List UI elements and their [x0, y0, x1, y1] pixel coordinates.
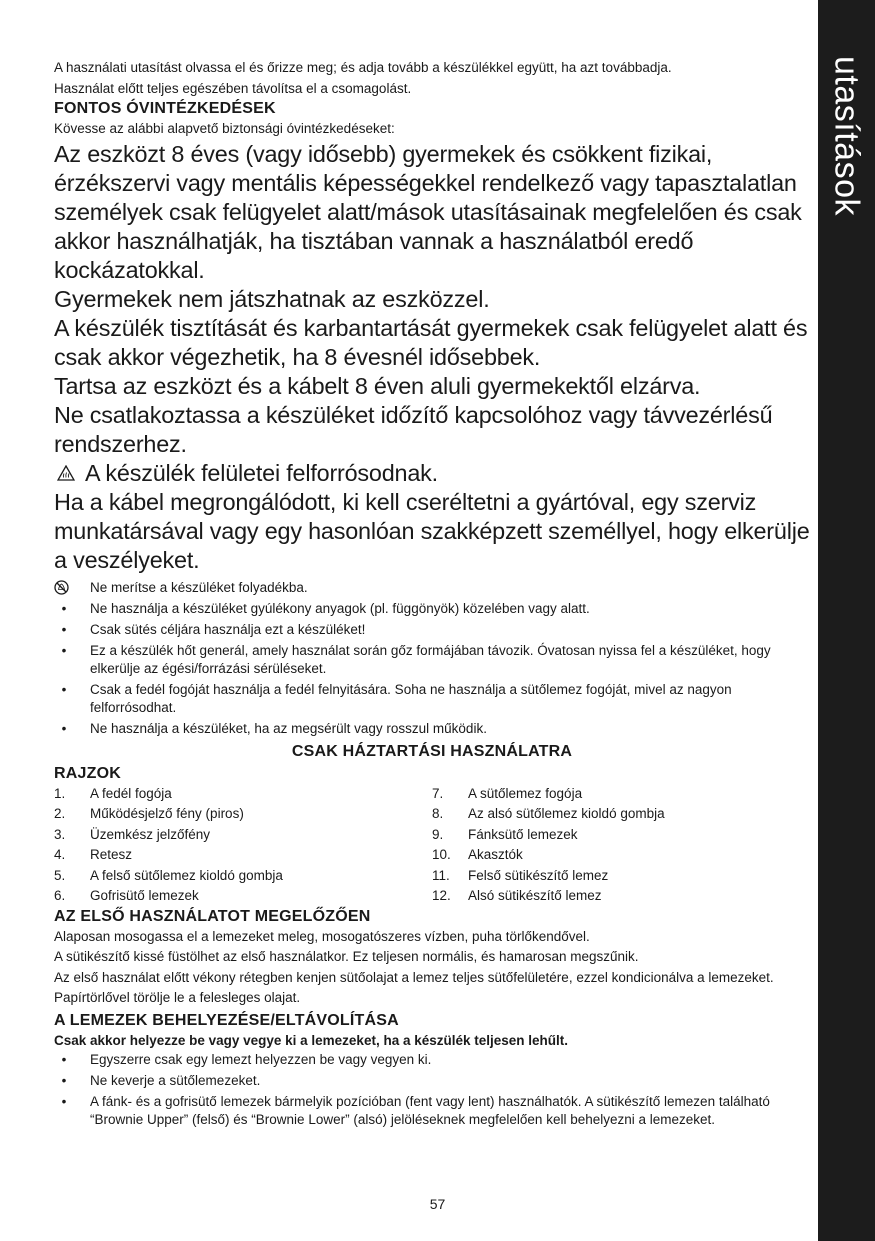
- list-item-text: Ne használja a készüléket, ha az megsérült vagy rosszul működik.: [90, 720, 487, 736]
- household-use-heading: CSAK HÁZTARTÁSI HASZNÁLATRA: [291, 742, 573, 760]
- list-item: 11. Felső sütikészítő lemez: [432, 867, 609, 883]
- safety-heading: FONTOS ÓVINTÉZKEDÉSEK: [54, 100, 276, 117]
- list-item: 12. Alsó sütikészítő lemez: [432, 888, 602, 903]
- list-item: 3. Üzemkész jelzőfény: [54, 826, 211, 842]
- safety-paragraph: Gyermekek nem játszhatnak az eszközzel.: [54, 285, 490, 312]
- list-item-text: A fánk- és a gofrisütő lemezek bármelyik pozícióban (fent vagy lent) használhatók. A sütikészítő lemezen található “Brownie Upper” (felső) és “Brownie Lower” (alsó) jelöléseknek megfelelően kell behelyezni a lemezeket.: [90, 1093, 770, 1127]
- list-item: • Ne keverje a sütőlemezeket.: [61, 1072, 261, 1088]
- list-item: [54, 579, 810, 597]
- safety-paragraph: Ha a kábel megrongálódott, ki kell cseréltetni a gyártóval, egy szerviz munkatársával vagy egy hasonlóan szakképzett személlyel, hogy elkerülje a veszélyeket.: [54, 488, 810, 573]
- list-item: 8. Az alsó sütőlemez kioldó gombja: [432, 806, 665, 821]
- safety-paragraph: Tartsa az eszközt és a kábelt 8 éven aluli gyermekektől elzárva.: [54, 372, 701, 399]
- list-item-text: Ne merítse a készüléket folyadékba.: [90, 579, 308, 595]
- safety-paragraph: Az eszközt 8 éves (vagy idősebb) gyermekek és csökkent fizikai, érzékszervi vagy mentális képességekkel rendelkező vagy tapasztalatlan személyek csak felügyelet alatt/mások utasításainak megfelelően és csak akkor használhatják, ha tisztában vannak a használatból eredő kockázatokkal.: [54, 140, 802, 283]
- list-item: • Csak sütés céljára használja ezt a készüléket!: [61, 621, 366, 637]
- list-item: • Csak a fedél fogóját használja a fedél felnyitására. Soha ne használja a sütőlemez fogóját, mivel az nagyon felforrósodhat.: [61, 681, 732, 715]
- first-use-paragraph: Az első használat előtt vékony rétegben kenjen sütőolajat a lemez teljes sütőfelületére, ezzel kondicionálva a lemezeket. Papírtörlővel törölje le a felesleges olajat.: [54, 969, 774, 1005]
- hot-surface-text: A készülék felületei felforrósodnak.: [85, 459, 438, 486]
- safety-bullet-list: [54, 579, 810, 738]
- list-item: • Ne használja a készüléket, ha az megsérült vagy rosszul működik.: [61, 720, 487, 736]
- list-item-text: Egyszerre csak egy lemezt helyezzen be vagy vegyen ki.: [90, 1051, 432, 1067]
- page-content: [54, 58, 810, 1132]
- parts-list: [54, 784, 810, 907]
- list-item: 6. Gofrisütő lemezek: [54, 888, 199, 903]
- plates-bullet-list: [54, 1051, 810, 1129]
- safety-paragraph: Ne csatlakoztassa a készüléket időzítő kapcsolóhoz vagy távvezérlésű rendszerhez.: [54, 401, 773, 457]
- no-immersion-icon: [54, 580, 69, 595]
- parts-column-right: [432, 784, 810, 907]
- safety-paragraph: A készülék tisztítását és karbantartását gyermekek csak felügyelet alatt és csak akkor végezhetik, ha 8 évesnél idősebbek.: [54, 314, 808, 370]
- safety-subtitle: Kövesse az alábbi alapvető biztonsági óvintézkedéseket:: [54, 121, 395, 136]
- intro-line: Használat előtt teljes egészében távolítsa el a csomagolást.: [54, 80, 412, 96]
- list-item: • Ne használja a készüléket gyúlékony anyagok (pl. függönyök) közelében vagy alatt.: [61, 600, 590, 616]
- list-item: 1. A fedél fogója: [54, 785, 172, 801]
- first-use-paragraph: A sütikészítő kissé füstölhet az első használatkor. Ez teljesen normális, és hamarosan megszűnik.: [54, 949, 639, 964]
- page-number: 57: [429, 1196, 446, 1212]
- drawings-heading: RAJZOK: [54, 764, 121, 782]
- parts-column-left: [54, 784, 432, 907]
- plates-warning: Csak akkor helyezze be vagy vegye ki a lemezeket, ha a készülék teljesen lehűlt.: [54, 1032, 569, 1048]
- list-item: 7. A sütőlemez fogója: [432, 785, 583, 801]
- side-tab-label: utasítások: [827, 56, 866, 216]
- list-item-text: Ne keverje a sütőlemezeket.: [90, 1072, 261, 1088]
- first-use-paragraph: Alaposan mosogassa el a lemezeket meleg, mosogatószeres vízben, puha törlőkendővel.: [54, 928, 590, 944]
- list-item: 5. A felső sütőlemez kioldó gombja: [54, 867, 283, 883]
- list-item-text: Csak a fedél fogóját használja a fedél felnyitására. Soha ne használja a sütőlemez fogóját, mivel az nagyon felforrósodhat.: [90, 681, 732, 715]
- hot-surface-warning-icon: [57, 465, 75, 481]
- list-item: 9. Fánksütő lemezek: [432, 826, 578, 842]
- list-item-text: Csak sütés céljára használja ezt a készüléket!: [90, 621, 366, 637]
- list-item: 2. Működésjelző fény (piros): [54, 806, 244, 821]
- list-item-text: Ne használja a készüléket gyúlékony anyagok (pl. függönyök) közelében vagy alatt.: [90, 600, 590, 616]
- first-use-heading: AZ ELSŐ HASZNÁLATOT MEGELŐZŐEN: [54, 907, 371, 925]
- plates-heading: A LEMEZEK BEHELYEZÉSE/ELTÁVOLÍTÁSA: [54, 1011, 399, 1029]
- list-item: 10. Akasztók: [432, 847, 523, 862]
- list-item-text: Ez a készülék hőt generál, amely használat során gőz formájában távozik. Óvatosan nyissa fel a készüléket, hogy elkerülje az égési/forrázási sérüléseket.: [90, 642, 771, 676]
- list-item: • Ez a készülék hőt generál, amely használat során gőz formájában távozik. Óvatosan nyissa fel a készüléket, hogy elkerülje az égési/forrázási sérüléseket.: [61, 642, 771, 676]
- hot-surface-warning: [54, 459, 810, 488]
- intro-line: A használati utasítást olvassa el és őrizze meg; és adja tovább a készülékkel együtt, ha azt továbbadja.: [54, 60, 672, 75]
- list-item: • A fánk- és a gofrisütő lemezek bármelyik pozícióban (fent vagy lent) használhatók. A sütikészítő lemezen található “Brownie Upper” (felső) és “Brownie Lower” (alsó) jelöléseknek megfelelően kell behelyezni a lemezeket.: [61, 1093, 770, 1127]
- list-item: • Egyszerre csak egy lemezt helyezzen be vagy vegyen ki.: [61, 1051, 432, 1067]
- safety-large-text: [54, 140, 810, 575]
- list-item: 4. Retesz: [54, 847, 133, 862]
